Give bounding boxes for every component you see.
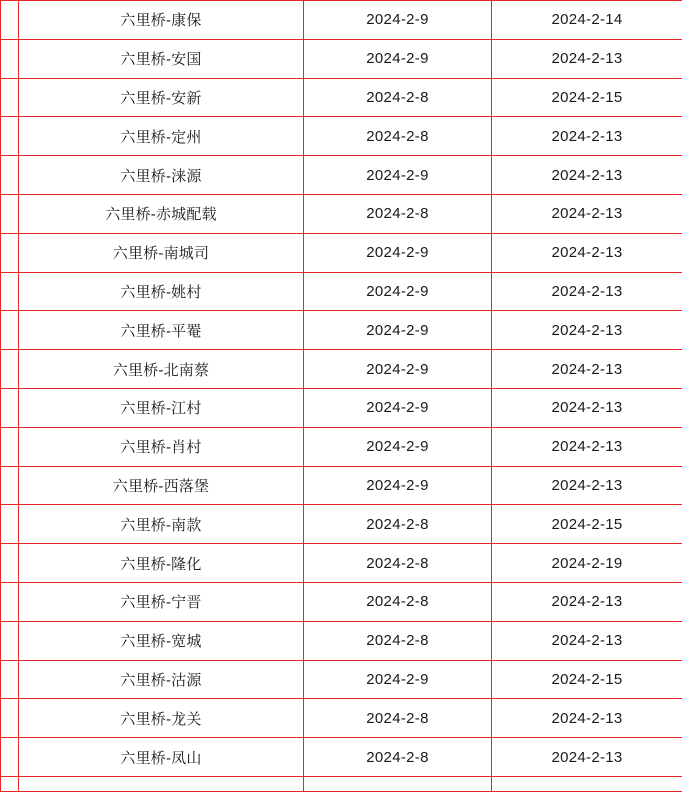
route-cell: 六里桥-平罨 — [19, 311, 304, 350]
table-row[interactable] — [1, 311, 682, 350]
row-edge-cell — [1, 427, 19, 466]
table-row[interactable] — [1, 582, 682, 621]
table-row[interactable] — [1, 660, 682, 699]
end-date-cell: 2024-2-13 — [492, 194, 682, 233]
route-cell: 六里桥-北南蔡 — [19, 350, 304, 389]
route-cell: 六里桥-江村 — [19, 388, 304, 427]
row-edge-cell — [1, 582, 19, 621]
table-row[interactable] — [1, 544, 682, 583]
route-cell: 六里桥-南城司 — [19, 233, 304, 272]
start-date-cell: 2024-2-8 — [304, 194, 492, 233]
row-edge-cell — [1, 233, 19, 272]
end-date-cell: 2024-2-15 — [492, 505, 682, 544]
route-cell: 六里桥-安新 — [19, 78, 304, 117]
table-row[interactable] — [1, 233, 682, 272]
row-edge-cell — [1, 1, 19, 40]
table-row[interactable] — [1, 350, 682, 389]
row-edge-cell — [1, 117, 19, 156]
row-edge-cell — [1, 78, 19, 117]
table-body — [1, 1, 682, 792]
row-edge-cell — [1, 738, 19, 777]
start-date-cell: 2024-2-9 — [304, 466, 492, 505]
table-row[interactable] — [1, 388, 682, 427]
route-cell: 六里桥-宁晋 — [19, 582, 304, 621]
end-date-cell: 2024-2-13 — [492, 156, 682, 195]
row-edge-cell — [1, 388, 19, 427]
row-edge-cell — [1, 39, 19, 78]
table-row[interactable] — [1, 156, 682, 195]
table-row[interactable] — [1, 117, 682, 156]
start-date-cell: 2024-2-9 — [304, 660, 492, 699]
row-edge-cell — [1, 544, 19, 583]
route-cell: 六里桥-涞源 — [19, 156, 304, 195]
end-date-cell: 2024-2-13 — [492, 466, 682, 505]
end-date-cell: 2024-2-13 — [492, 311, 682, 350]
start-date-cell: 2024-2-8 — [304, 117, 492, 156]
row-edge-cell — [1, 660, 19, 699]
route-cell: 六里桥-南款 — [19, 505, 304, 544]
start-date-cell — [304, 776, 492, 791]
start-date-cell: 2024-2-8 — [304, 738, 492, 777]
end-date-cell: 2024-2-13 — [492, 350, 682, 389]
start-date-cell: 2024-2-9 — [304, 388, 492, 427]
end-date-cell — [492, 776, 682, 791]
row-edge-cell — [1, 311, 19, 350]
route-cell: 六里桥-龙关 — [19, 699, 304, 738]
end-date-cell: 2024-2-15 — [492, 78, 682, 117]
table-row[interactable] — [1, 272, 682, 311]
row-edge-cell — [1, 194, 19, 233]
table-row[interactable] — [1, 194, 682, 233]
start-date-cell: 2024-2-8 — [304, 621, 492, 660]
row-edge-cell — [1, 699, 19, 738]
table-row[interactable] — [1, 505, 682, 544]
route-cell: 六里桥-姚村 — [19, 272, 304, 311]
end-date-cell: 2024-2-13 — [492, 699, 682, 738]
route-cell: 六里桥-康保 — [19, 1, 304, 40]
start-date-cell: 2024-2-9 — [304, 427, 492, 466]
route-cell: 六里桥-定州 — [19, 117, 304, 156]
table-row[interactable] — [1, 466, 682, 505]
start-date-cell: 2024-2-9 — [304, 233, 492, 272]
route-cell — [19, 776, 304, 791]
start-date-cell: 2024-2-9 — [304, 156, 492, 195]
table-row[interactable] — [1, 39, 682, 78]
table-row[interactable] — [1, 427, 682, 466]
start-date-cell: 2024-2-9 — [304, 311, 492, 350]
end-date-cell: 2024-2-13 — [492, 388, 682, 427]
start-date-cell: 2024-2-8 — [304, 505, 492, 544]
end-date-cell: 2024-2-13 — [492, 272, 682, 311]
end-date-cell: 2024-2-13 — [492, 233, 682, 272]
route-cell: 六里桥-沽源 — [19, 660, 304, 699]
end-date-cell: 2024-2-13 — [492, 117, 682, 156]
route-cell: 六里桥-西落堡 — [19, 466, 304, 505]
start-date-cell: 2024-2-8 — [304, 582, 492, 621]
end-date-cell: 2024-2-15 — [492, 660, 682, 699]
route-cell: 六里桥-隆化 — [19, 544, 304, 583]
start-date-cell: 2024-2-9 — [304, 39, 492, 78]
table-row[interactable] — [1, 738, 682, 777]
start-date-cell: 2024-2-9 — [304, 350, 492, 389]
end-date-cell: 2024-2-19 — [492, 544, 682, 583]
start-date-cell: 2024-2-8 — [304, 699, 492, 738]
row-edge-cell — [1, 466, 19, 505]
table-row[interactable] — [1, 78, 682, 117]
row-edge-cell — [1, 272, 19, 311]
route-cell: 六里桥-赤城配载 — [19, 194, 304, 233]
row-edge-cell — [1, 350, 19, 389]
start-date-cell: 2024-2-9 — [304, 1, 492, 40]
start-date-cell: 2024-2-8 — [304, 544, 492, 583]
row-edge-cell — [1, 156, 19, 195]
start-date-cell: 2024-2-8 — [304, 78, 492, 117]
row-edge-cell — [1, 776, 19, 791]
end-date-cell: 2024-2-13 — [492, 738, 682, 777]
table-row[interactable] — [1, 699, 682, 738]
route-cell: 六里桥-肖村 — [19, 427, 304, 466]
end-date-cell: 2024-2-13 — [492, 39, 682, 78]
route-cell: 六里桥-宽城 — [19, 621, 304, 660]
end-date-cell: 2024-2-13 — [492, 582, 682, 621]
table-row[interactable] — [1, 1, 682, 40]
route-cell: 六里桥-凤山 — [19, 738, 304, 777]
row-edge-cell — [1, 505, 19, 544]
end-date-cell: 2024-2-13 — [492, 621, 682, 660]
table-row-partial[interactable] — [1, 776, 682, 791]
table-row[interactable] — [1, 621, 682, 660]
start-date-cell: 2024-2-9 — [304, 272, 492, 311]
route-cell: 六里桥-安国 — [19, 39, 304, 78]
end-date-cell: 2024-2-13 — [492, 427, 682, 466]
end-date-cell: 2024-2-14 — [492, 1, 682, 40]
row-edge-cell — [1, 621, 19, 660]
